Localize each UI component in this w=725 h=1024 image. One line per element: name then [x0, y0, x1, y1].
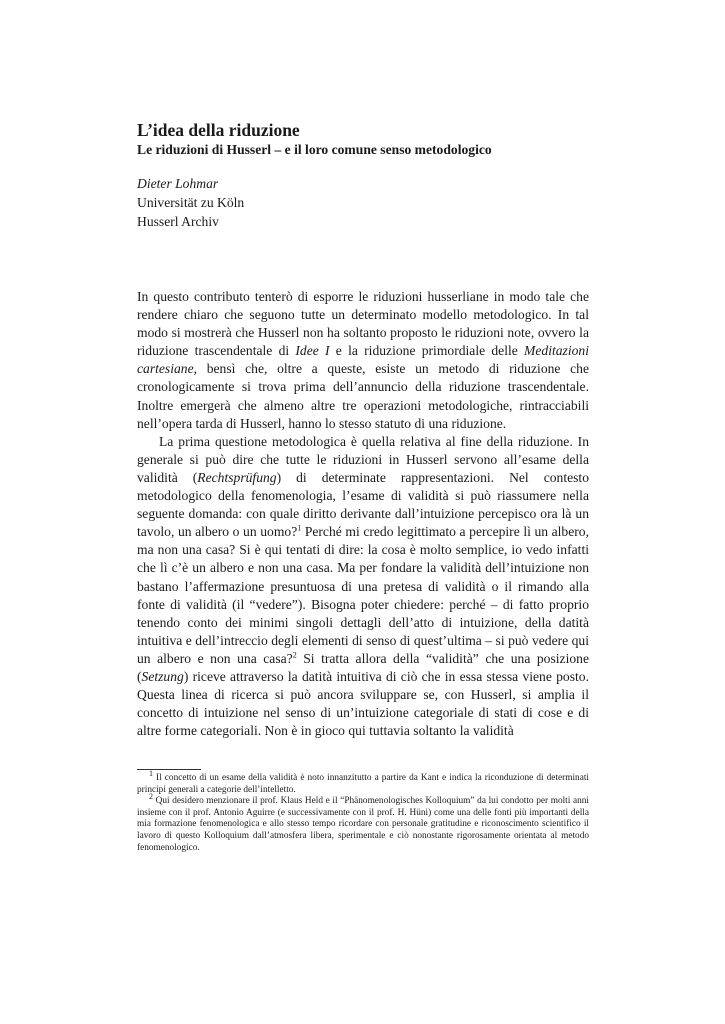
footnote-2	[137, 792, 589, 854]
author-affiliation-university: Universität zu Köln	[137, 195, 245, 210]
paragraph-2	[137, 433, 589, 741]
paragraph-1-text-b: e la riduzione primordiale delle	[329, 343, 525, 359]
author-name: Dieter Lohmar	[137, 176, 219, 191]
footnote-2-mark: 2	[149, 792, 153, 802]
article-subtitle: Le riduzioni di Husserl – e il loro comune senso metodologico	[137, 142, 492, 157]
footnote-separator	[137, 769, 201, 770]
footnotes	[137, 768, 589, 854]
footnote-ref-2[interactable]: 2	[292, 650, 297, 660]
paragraph-2-text-d: Si tratta allora della “validità” che una posizione (	[137, 650, 589, 684]
term-rechtspruefung: Rechtsprüfung	[197, 469, 277, 485]
author-affiliation-archive: Husserl Archiv	[137, 214, 219, 229]
paragraph-2-text-b: ) di determinate rappresentazioni. Nel contesto metodologico della fenomenologia, l’esame di validità si può riassumere nella seguente domanda: con quale diritto derivante dall’intuizione percepisco ora là un tavolo, un albero o un uomo?	[137, 469, 589, 540]
work-title-idee: Idee I	[295, 343, 330, 359]
paragraph-2-text-a: La prima questione metodologica è quella relativa al fine della riduzione. In generale si può dire che tutte le riduzioni in Husserl servono all’esame della validità (	[137, 433, 589, 485]
paragraph-2-text-e: ) riceve attraverso la datità intuitiva di ciò che in essa stessa viene posto. Questa linea di ricerca si può ancora sviluppare se, con Husserl, si amplia il concetto di intuizione nel senso di un’intuizione categoriale di stati di cose e di altre forme categoriali. Non è in gioco qui tuttavia soltanto la validità	[137, 668, 589, 739]
footnote-1-mark: 1	[149, 768, 153, 778]
footnote-2-text: Qui desidero menzionare il prof. Klaus Held e il “Phänomenologisches Kolloquium” da lui condotto per molti anni insieme con il prof. Antonio Aguirre (e successivamente con il prof. H. Hüni) come una delle fonti più importanti della mia formazione fenomenologica e allo stesso tempo ricordare con personale gratitudine e riconoscimento scientifico il lavoro di questo Kolloquium dall’atmosfera libera, sperimentale e ciò nonostante rigorosamente orientata al metodo fenomenologico.	[137, 796, 589, 853]
paragraph-1-text-a: In questo contributo tenterò di esporre le riduzioni husserliane in modo tale che rendere chiaro che seguono tutte un determinato modello metodologico. In tal modo si mostrerà che Husserl non ha soltanto proposto le riduzioni note, ovvero la riduzione trascendentale di	[137, 289, 589, 359]
author-block	[137, 174, 589, 231]
body-text	[137, 288, 589, 740]
paragraph-1-text-c: , bensì che, oltre a queste, esiste un metodo di riduzione che cronologicamente si trova prima dell’annuncio della riduzione trascendentale. Inoltre emergerà che almeno altre tre operazioni metodologiche, rintracciabili nell’opera tarda di Husserl, hanno lo stesso statuto di una riduzione.	[137, 361, 589, 431]
article-title: L’idea della riduzione	[137, 120, 300, 140]
paragraph-1	[137, 288, 589, 433]
term-setzung: Setzung	[141, 668, 184, 684]
work-title-meditazioni: Meditazioni cartesiane	[137, 343, 589, 377]
paragraph-2-text-c: Perché mi credo legittimato a percepire lì un albero, ma non una casa? Si è qui tentati di dire: la cosa è molto semplice, io vedo infatti che lì c’è un albero e non una casa. Ma per fondare la validità dell’intuizione non bastano l’affermazione presuntuosa di una pretesa di validità o il rimando alla fonte di validità (il “vedere”). Bisogna poter chiedere: perché – di fatto proprio tenendo conto dei minimi singoli dettagli dell’atto di intuizione, della datità intuitiva e dell’intreccio degli elementi di senso di quest’ultima – si può vedere qui un albero e non una casa?	[137, 524, 589, 666]
footnote-1-text: Il concetto di un esame della validità è noto innanzitutto a partire da Kant e indica la riconduzione di determinati principi generali a categorie dell’intelletto.	[137, 773, 589, 795]
footnote-1	[137, 768, 589, 796]
footnote-ref-1[interactable]: 1	[297, 523, 302, 533]
